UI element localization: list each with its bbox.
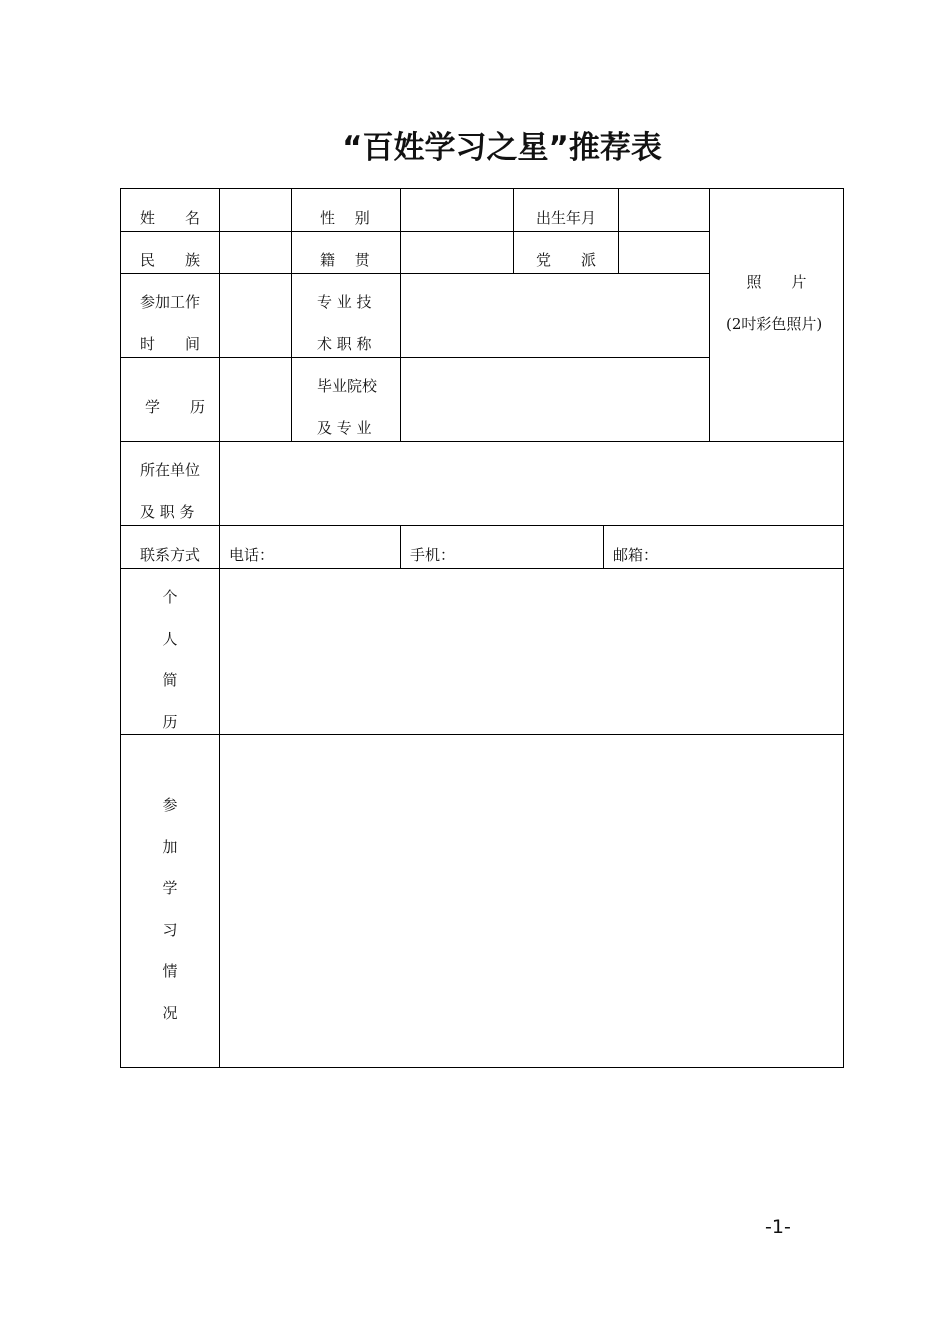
row-divider: [120, 231, 710, 232]
resume-label-char: 历: [162, 712, 178, 731]
ethnicity-label: 民 族: [140, 251, 201, 269]
resume-label-char: 简: [162, 671, 178, 689]
contact-label: 联系方式: [140, 546, 201, 564]
row-divider: [120, 441, 844, 442]
study-label-char: 加: [162, 837, 178, 856]
row-divider: [120, 273, 710, 274]
border-top: [120, 188, 844, 189]
study-label-char: 情: [162, 962, 178, 980]
study-label-char: 习: [162, 920, 178, 939]
professional-title-label: 专 业 技: [317, 293, 372, 311]
recommendation-form: [120, 188, 844, 1068]
col-divider: [291, 188, 292, 441]
unit-label: 所在单位: [140, 461, 201, 479]
study-label-char: 况: [162, 1003, 178, 1022]
row-divider: [120, 568, 844, 569]
study-label-char: 学: [162, 879, 178, 897]
work-time-label: 参加工作: [140, 293, 201, 311]
birth-label: 出生年月: [536, 209, 597, 227]
resume-label-char: 个: [162, 588, 178, 606]
email-label: 邮箱：: [613, 546, 659, 564]
col-divider: [400, 525, 401, 568]
col-divider: [513, 188, 514, 273]
school-label-2: 及 专 业: [317, 419, 372, 437]
row-divider: [120, 734, 844, 735]
col-divider: [400, 188, 401, 441]
row-divider: [120, 357, 710, 358]
col-divider: [603, 525, 604, 568]
education-label: 学 历: [145, 398, 206, 416]
native-place-label: 籍 贯: [320, 251, 370, 269]
work-time-label-2: 时 间: [140, 335, 201, 353]
study-label: [120, 785, 220, 1034]
mobile-label: 手机：: [410, 546, 456, 564]
row-divider: [120, 525, 844, 526]
party-label: 党 派: [536, 251, 597, 269]
resume-label-char: 人: [162, 629, 178, 648]
gender-label: 性 别: [320, 209, 370, 227]
border-right: [843, 188, 844, 1068]
school-label: 毕业院校: [317, 377, 378, 395]
name-label: 姓 名: [140, 209, 201, 227]
form-title: “百姓学习之星”推荐表: [342, 130, 662, 166]
border-bottom: [120, 1067, 844, 1068]
study-label-char: 参: [162, 796, 178, 814]
page-number: -1-: [765, 1216, 791, 1238]
photo-hint: (2吋彩色照片): [726, 316, 823, 332]
photo-label: 照 片: [746, 273, 807, 291]
col-divider: [709, 188, 710, 441]
professional-title-label-2: 术 职 称: [317, 335, 372, 353]
resume-label: [120, 577, 220, 743]
phone-label: 电话：: [229, 546, 275, 564]
unit-label-2: 及 职 务: [140, 503, 195, 521]
col-divider: [618, 188, 619, 273]
